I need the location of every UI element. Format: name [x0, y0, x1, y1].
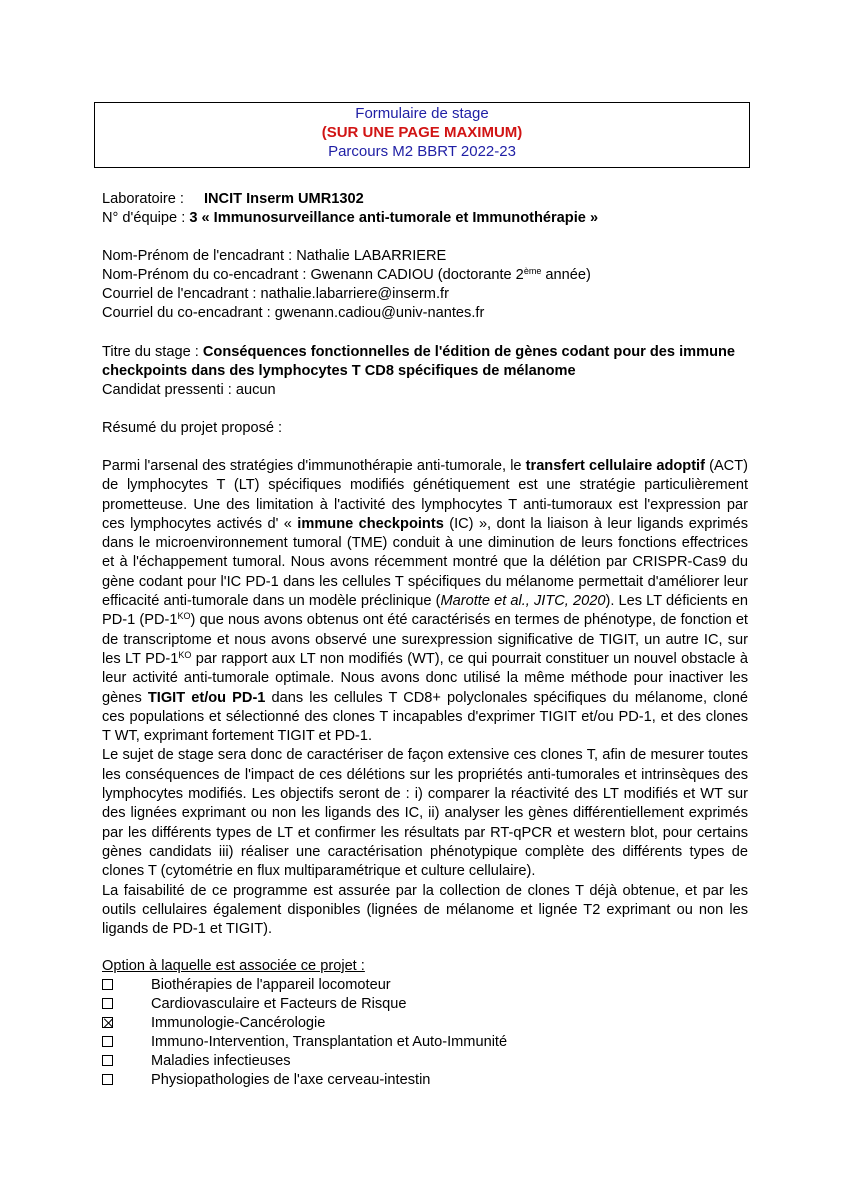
co-supervisor-email: Courriel du co-encadrant : gwenann.cadiou@univ-nantes.fr	[102, 305, 485, 321]
supervisor-label: Nom-Prénom de l'encadrant :	[102, 248, 297, 264]
summary-paragraph-3: La faisabilité de ce programme est assurée par la collection de clones T déjà obtenue, et par les outils cellulaires également disponibles (lignées de mélanome et lignée T2 exprimant ou non les ligands de PD-1 et TIGIT).	[102, 882, 748, 938]
p1-ko-sup-1: KO	[177, 611, 191, 622]
p1-text-i: par rapport aux LT non modifiés (WT), ce qui pourrait constituer un nouvel obstacle à leur activité anti-tumorale optimale. Nous avons donc utilisé la même méthode pour inactiver les gènes	[102, 650, 748, 706]
team-label: N° d'équipe :	[102, 210, 186, 226]
p1-text-g: ). Les LT déficients en PD-1 (PD-1	[102, 593, 748, 629]
header-box	[94, 102, 750, 168]
co-supervisor-label: Nom-Prénom du co-encadrant :	[102, 267, 311, 283]
team-value: 3 « Immunosurveillance anti-tumorale et Immunothérapie »	[189, 210, 599, 226]
internship-title-part1: Conséquences fonctionnelles de l'édition de gènes codant pour des immune	[202, 344, 736, 360]
summary-label: Résumé du projet proposé :	[102, 420, 283, 436]
internship-title-line1	[102, 343, 735, 362]
co-supervisor-name: Gwenann CADIOU (doctorante 2	[310, 267, 524, 283]
p1-text-e: (IC) », dont la liaison à leur ligands exprimés dans le microenvironnement tumoral (TME) conduit à une diminution de leurs fonctions effectrices et à l'échappement tumoral. Nous avons récemment montré que la délétion par CRISPR-Cas9 du gène codant pour l'IC PD-1 dans les cellules T spécifiques du mélanome permettait d'améliorer leur efficacité anti-tumorale dans un modèle préclinique (	[102, 515, 748, 610]
form-title: Formulaire de stage	[355, 105, 489, 122]
p1-text-h: ) que nous avons obtenus ont été caractérisés en termes de phénotype, de fonction et de transcriptome et nous avons observé une surexpression significative de TIGIT, un autre IC, sur les LT PD-1	[102, 612, 748, 667]
page-limit-warning: (SUR UNE PAGE MAXIMUM)	[321, 124, 523, 141]
checkbox-icon[interactable]	[102, 979, 113, 990]
project-summary	[102, 457, 748, 939]
p1-text-c: (ACT) de lymphocytes T (LT) spécifiques modifiés génétiquement est une stratégie particulièrement prometteuse. Une des limitation à l'activité des lymphocytes T anti-tumoraux est l'expression par ces lymphocytes activés d' «	[102, 458, 748, 532]
option-item[interactable]	[102, 1071, 430, 1090]
checkbox-icon[interactable]	[102, 998, 113, 1009]
option-label: Biothérapies de l'appareil locomoteur	[151, 977, 391, 993]
internship-title-line2	[102, 362, 576, 381]
co-supervisor-sup: ème	[523, 266, 542, 276]
p1-text-k: dans les cellules T CD8+ polyclonales spécifiques du mélanome, cloné ces populations et sélectionné des clones T incapables d'exprimer TIGIT et/ou PD-1, et des clones T WT, exprimant fortement TIGIT et PD-1.	[102, 689, 748, 745]
supervisor-line	[102, 247, 446, 266]
checkbox-icon[interactable]	[102, 1036, 113, 1047]
p1-bold-act: transfert cellulaire adoptif	[525, 458, 705, 474]
option-label: Maladies infectieuses	[151, 1053, 291, 1069]
option-item[interactable]	[102, 995, 407, 1014]
p1-text-a: Parmi l'arsenal des stratégies d'immunothérapie anti-tumorale, le	[102, 458, 526, 474]
program-name: Parcours M2 BBRT 2022-23	[328, 143, 516, 160]
internship-title-label: Titre du stage :	[102, 344, 203, 360]
candidate-line: Candidat pressenti : aucun	[102, 382, 276, 398]
supervisor-email: Courriel de l'encadrant : nathalie.labarriere@inserm.fr	[102, 286, 449, 302]
lab-line	[102, 190, 364, 209]
lab-value: INCIT Inserm UMR1302	[203, 191, 364, 207]
checkbox-checked-icon[interactable]	[102, 1017, 113, 1028]
p1-ko-sup-2: KO	[178, 649, 192, 660]
co-supervisor-line	[102, 266, 591, 285]
option-label: Immunologie-Cancérologie	[151, 1015, 326, 1031]
p1-bold-ic: immune checkpoints	[297, 515, 444, 532]
option-label: Cardiovasculaire et Facteurs de Risque	[151, 996, 407, 1012]
options-heading: Option à laquelle est associée ce projet :	[102, 958, 365, 974]
p1-citation: Marotte et al., JITC, 2020	[440, 593, 606, 610]
internship-title-part2: checkpoints dans des lymphocytes T CD8 spécifiques de mélanome	[102, 363, 576, 379]
co-supervisor-suffix: année)	[541, 267, 591, 283]
option-item[interactable]	[102, 1052, 291, 1071]
option-label: Immuno-Intervention, Transplantation et Auto-Immunité	[151, 1034, 508, 1050]
checkbox-icon[interactable]	[102, 1074, 113, 1085]
lab-label: Laboratoire :	[102, 191, 184, 207]
option-item[interactable]	[102, 1014, 325, 1033]
summary-paragraph-1	[102, 457, 748, 746]
supervisor-name: Nathalie LABARRIERE	[296, 248, 447, 264]
checkbox-icon[interactable]	[102, 1055, 113, 1066]
summary-paragraph-2: Le sujet de stage sera donc de caractériser de façon extensive ces clones T, afin de mesurer toutes les conséquences de l'impact de ces délétions sur les propriétés anti-tumorales et intrinsèques des lymphocytes modifiés. Les objectifs seront de : i) comparer la réactivité des LT modifiés et WT sur des lignées exprimant ou non les ligands des IC, ii) analyser les gènes différentiellement exprimés par les différents types de LT et confirmer les résultats par RT-qPCR et western blot, pour certains gènes candidats iii) réaliser une caractérisation phénotypique complète des différents types de clones T (cytométrie en flux multiparamétrique et culture cellulaire).	[102, 747, 748, 880]
team-line	[102, 209, 598, 228]
option-item[interactable]	[102, 1033, 507, 1052]
option-label: Physiopathologies de l'axe cerveau-intestin	[151, 1072, 431, 1088]
p1-bold-genes: TIGIT et/ou PD-1	[147, 689, 266, 706]
option-item[interactable]	[102, 976, 391, 995]
